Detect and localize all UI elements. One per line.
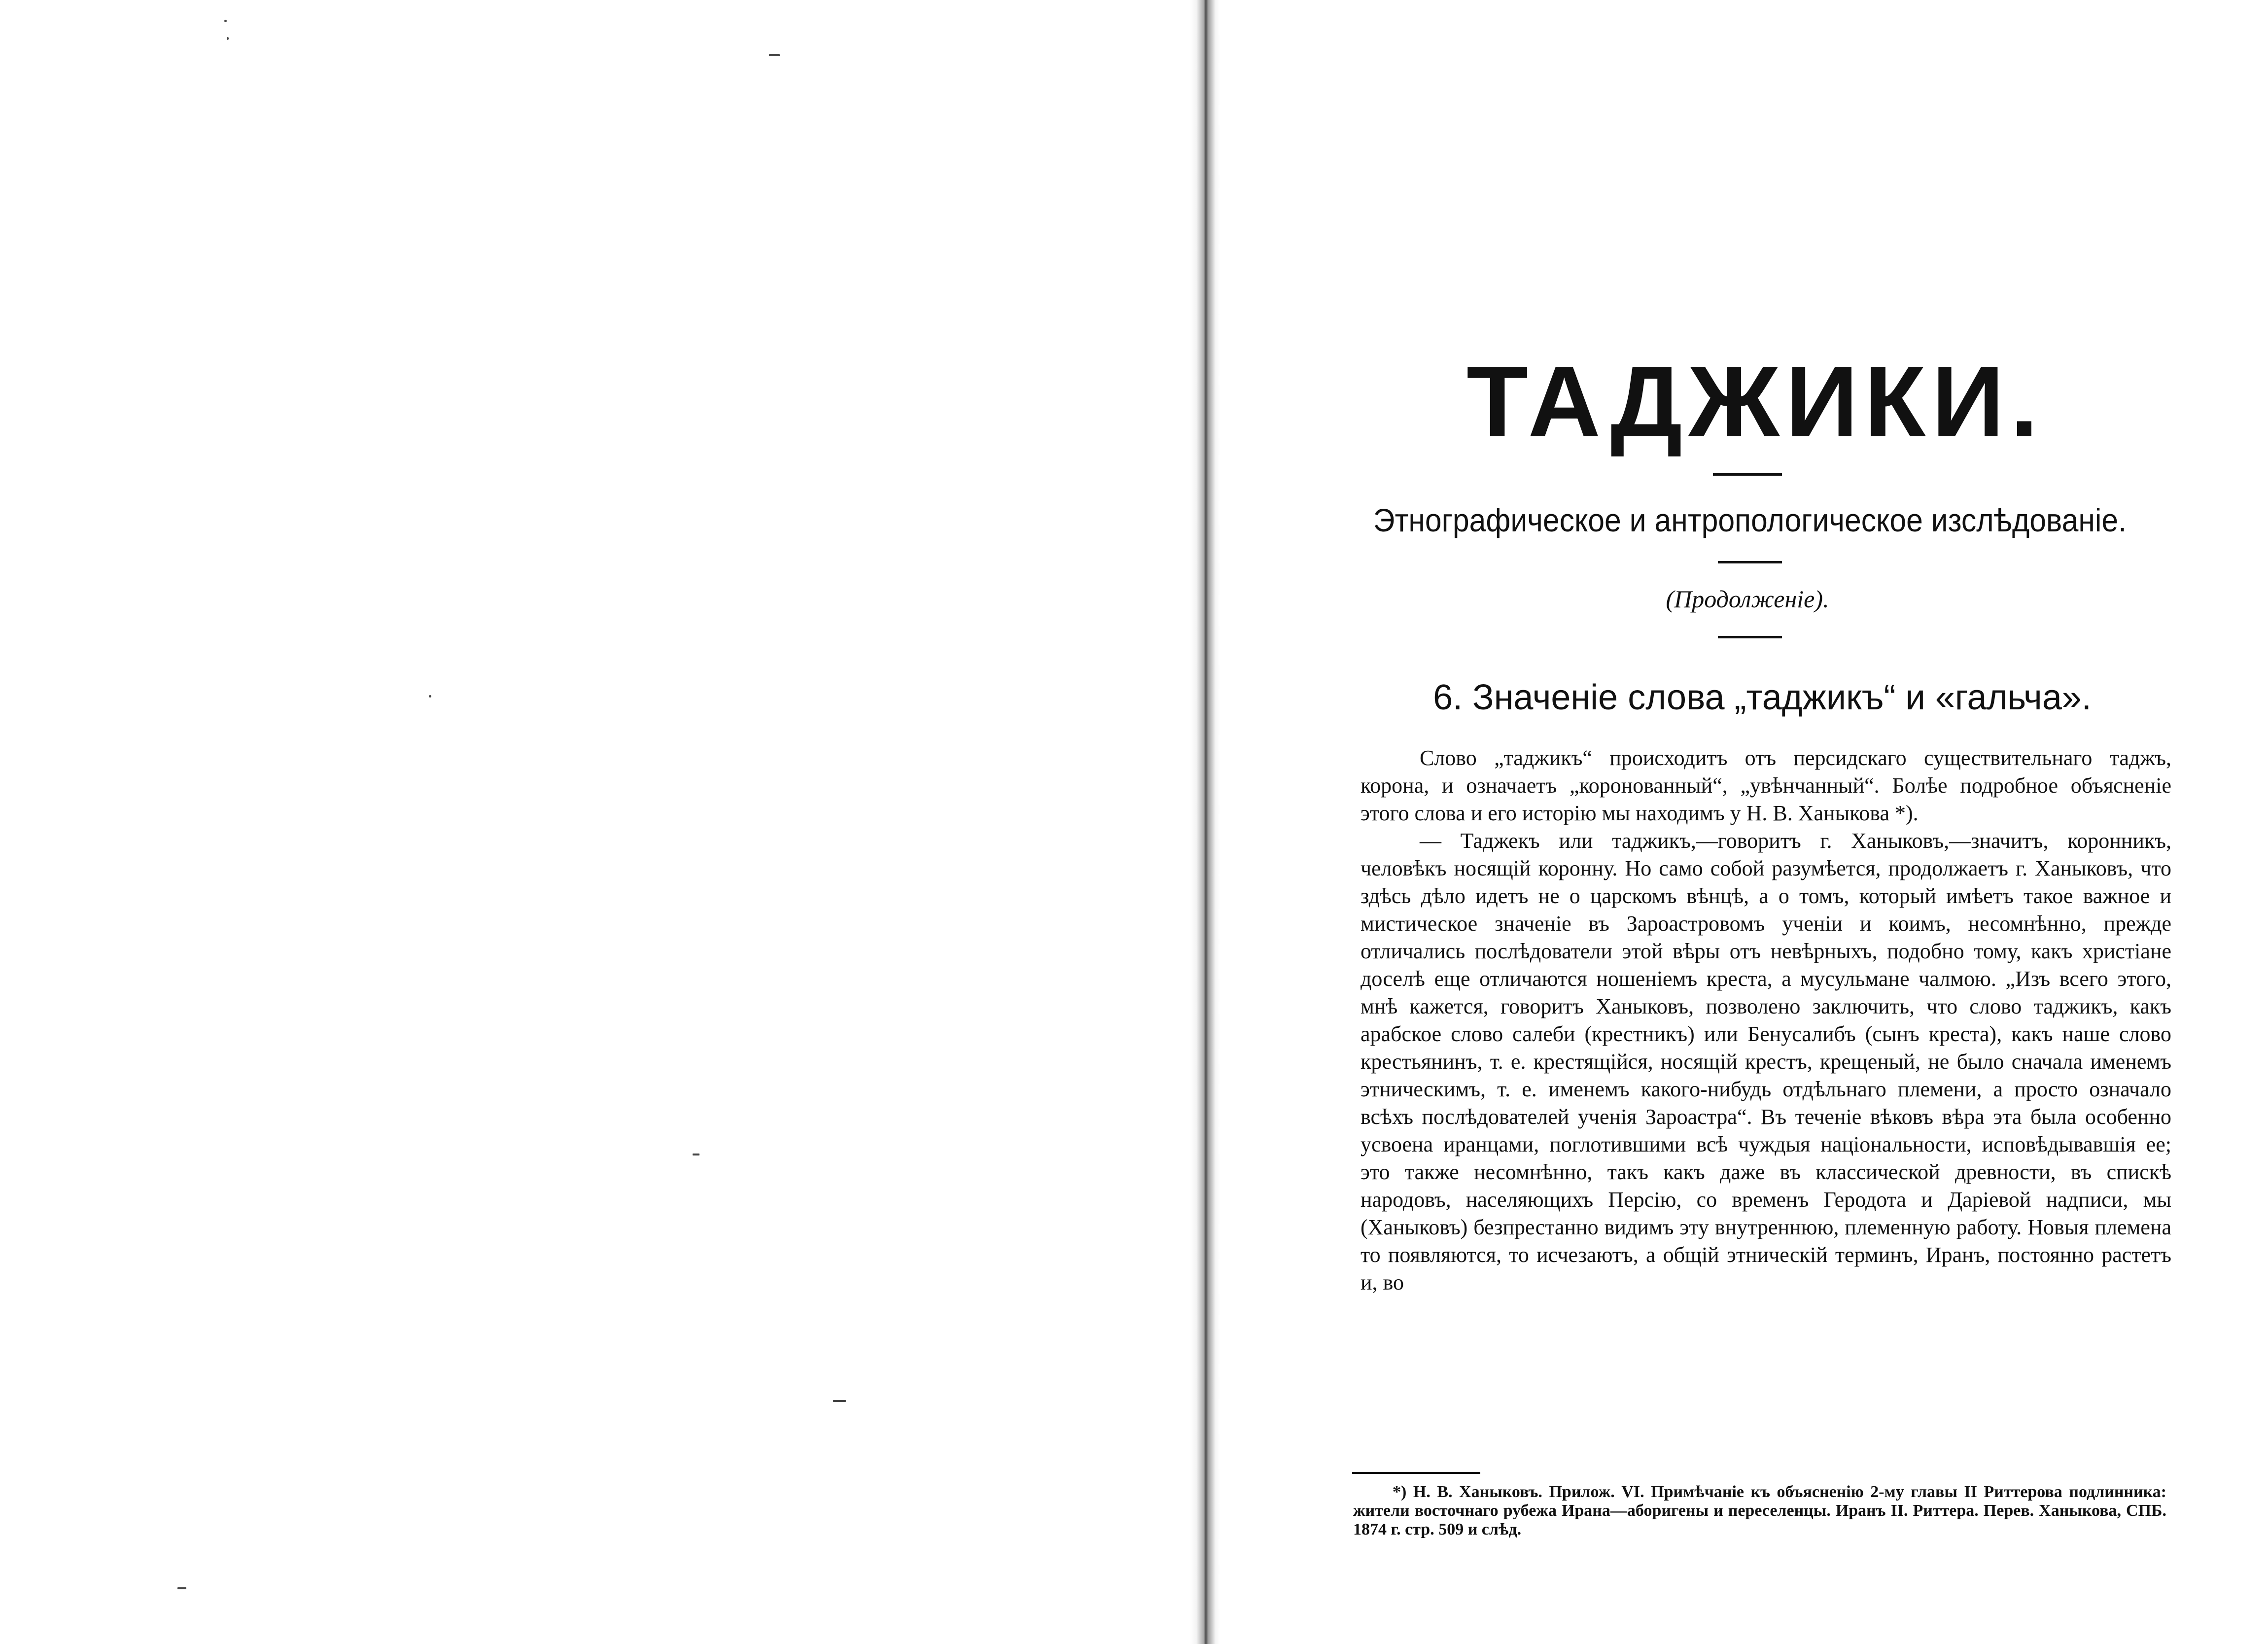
scan-speck xyxy=(693,1154,699,1155)
continued-divider xyxy=(1718,636,1782,638)
footnote-text: *) Н. В. Ханыковъ. Прилож. VI. Примѣчаніе къ объясненію 2-му главы II Риттерова подлинника: жители восточнаго рубежа Ирана—аборигены и переселенцы. Иранъ II. Риттера. Перев. Ханыкова, СПБ. 1874 г. стр. 509 и слѣд. xyxy=(1353,1483,2166,1539)
paragraph: Слово „таджикъ“ происходитъ отъ персидскаго существительнаго таджъ, корона, и означаетъ „коронованный“, „увѣнчанный“. Болѣе подробное объясненіе этого слова и его исторію мы находимъ у Н. В. Ханыкова *). xyxy=(1361,746,2171,825)
scan-speck xyxy=(769,54,780,56)
scan-speck xyxy=(429,695,431,698)
right-text-page xyxy=(1220,0,2268,1644)
body-text xyxy=(1361,744,2171,1296)
paragraph: — Таджекъ или таджикъ,—говоритъ г. Ханыковъ,—значитъ, коронникъ, человѣкъ носящій коронну. Но само собой разумѣется, продолжаетъ г. Ханыковъ, что здѣсь дѣло идетъ не о царскомъ вѣнцѣ, а о томъ, который имѣетъ такое важное и мистическое значеніе въ Зароастровомъ ученіи и коимъ, несомнѣнно, прежде отличались послѣдователи этой вѣры отъ невѣрныхъ, подобно тому, какъ христiане доселѣ еще отличаются ношеніемъ креста, а мусульмане чалмою. „Изъ всего этого, мнѣ кажется, говоритъ Ханыковъ, позволено заключить, что слово таджикъ, какъ арабское слово салеби (крестникъ) или Бенусалибъ (сынъ креста), какъ наше слово крестьянинъ, т. е. крестящійся, носящій крестъ, крещеный, не было сначала именемъ этническимъ, т. е. именемъ какого-нибудь отдѣльнаго племени, а просто означало всѣхъ послѣдователей ученія Зароастра“. Въ теченіе вѣковъ вѣра эта была особенно усвоена иранцами, поглотившими всѣ чуждыя національности, исповѣдывавшія ее; это также несомнѣнно, такъ какъ даже въ классической древности, въ спискѣ народовъ, населяющихъ Персію, со временъ Геродота и Даріевой надписи, мы (Ханыковъ) безпрестанно видимъ эту внутреннюю, племенную работу. Новыя племена то появляются, то исчезаютъ, а общій этническій терминъ, Иранъ, постоянно растетъ и, во xyxy=(1361,829,2171,1294)
scan-speck xyxy=(833,1400,846,1402)
title-divider xyxy=(1713,473,1782,476)
scan-speck xyxy=(177,1587,186,1589)
book-gutter xyxy=(1190,0,1220,1644)
page-subtitle: Этнографическое и антропологическое изслѣдованіе. xyxy=(1373,502,2127,538)
scan-speck xyxy=(224,20,227,22)
section-heading: 6. Значеніе слова „таджикъ“ и «гальча». xyxy=(1433,678,2092,717)
subtitle-divider xyxy=(1718,561,1782,563)
footnote-divider xyxy=(1352,1472,1480,1474)
scan-speck xyxy=(227,37,229,40)
continued-note: (Продолженіе). xyxy=(1666,585,1829,613)
page-title: ТАДЖИКИ. xyxy=(1466,345,2045,458)
footnote xyxy=(1353,1483,2166,1539)
